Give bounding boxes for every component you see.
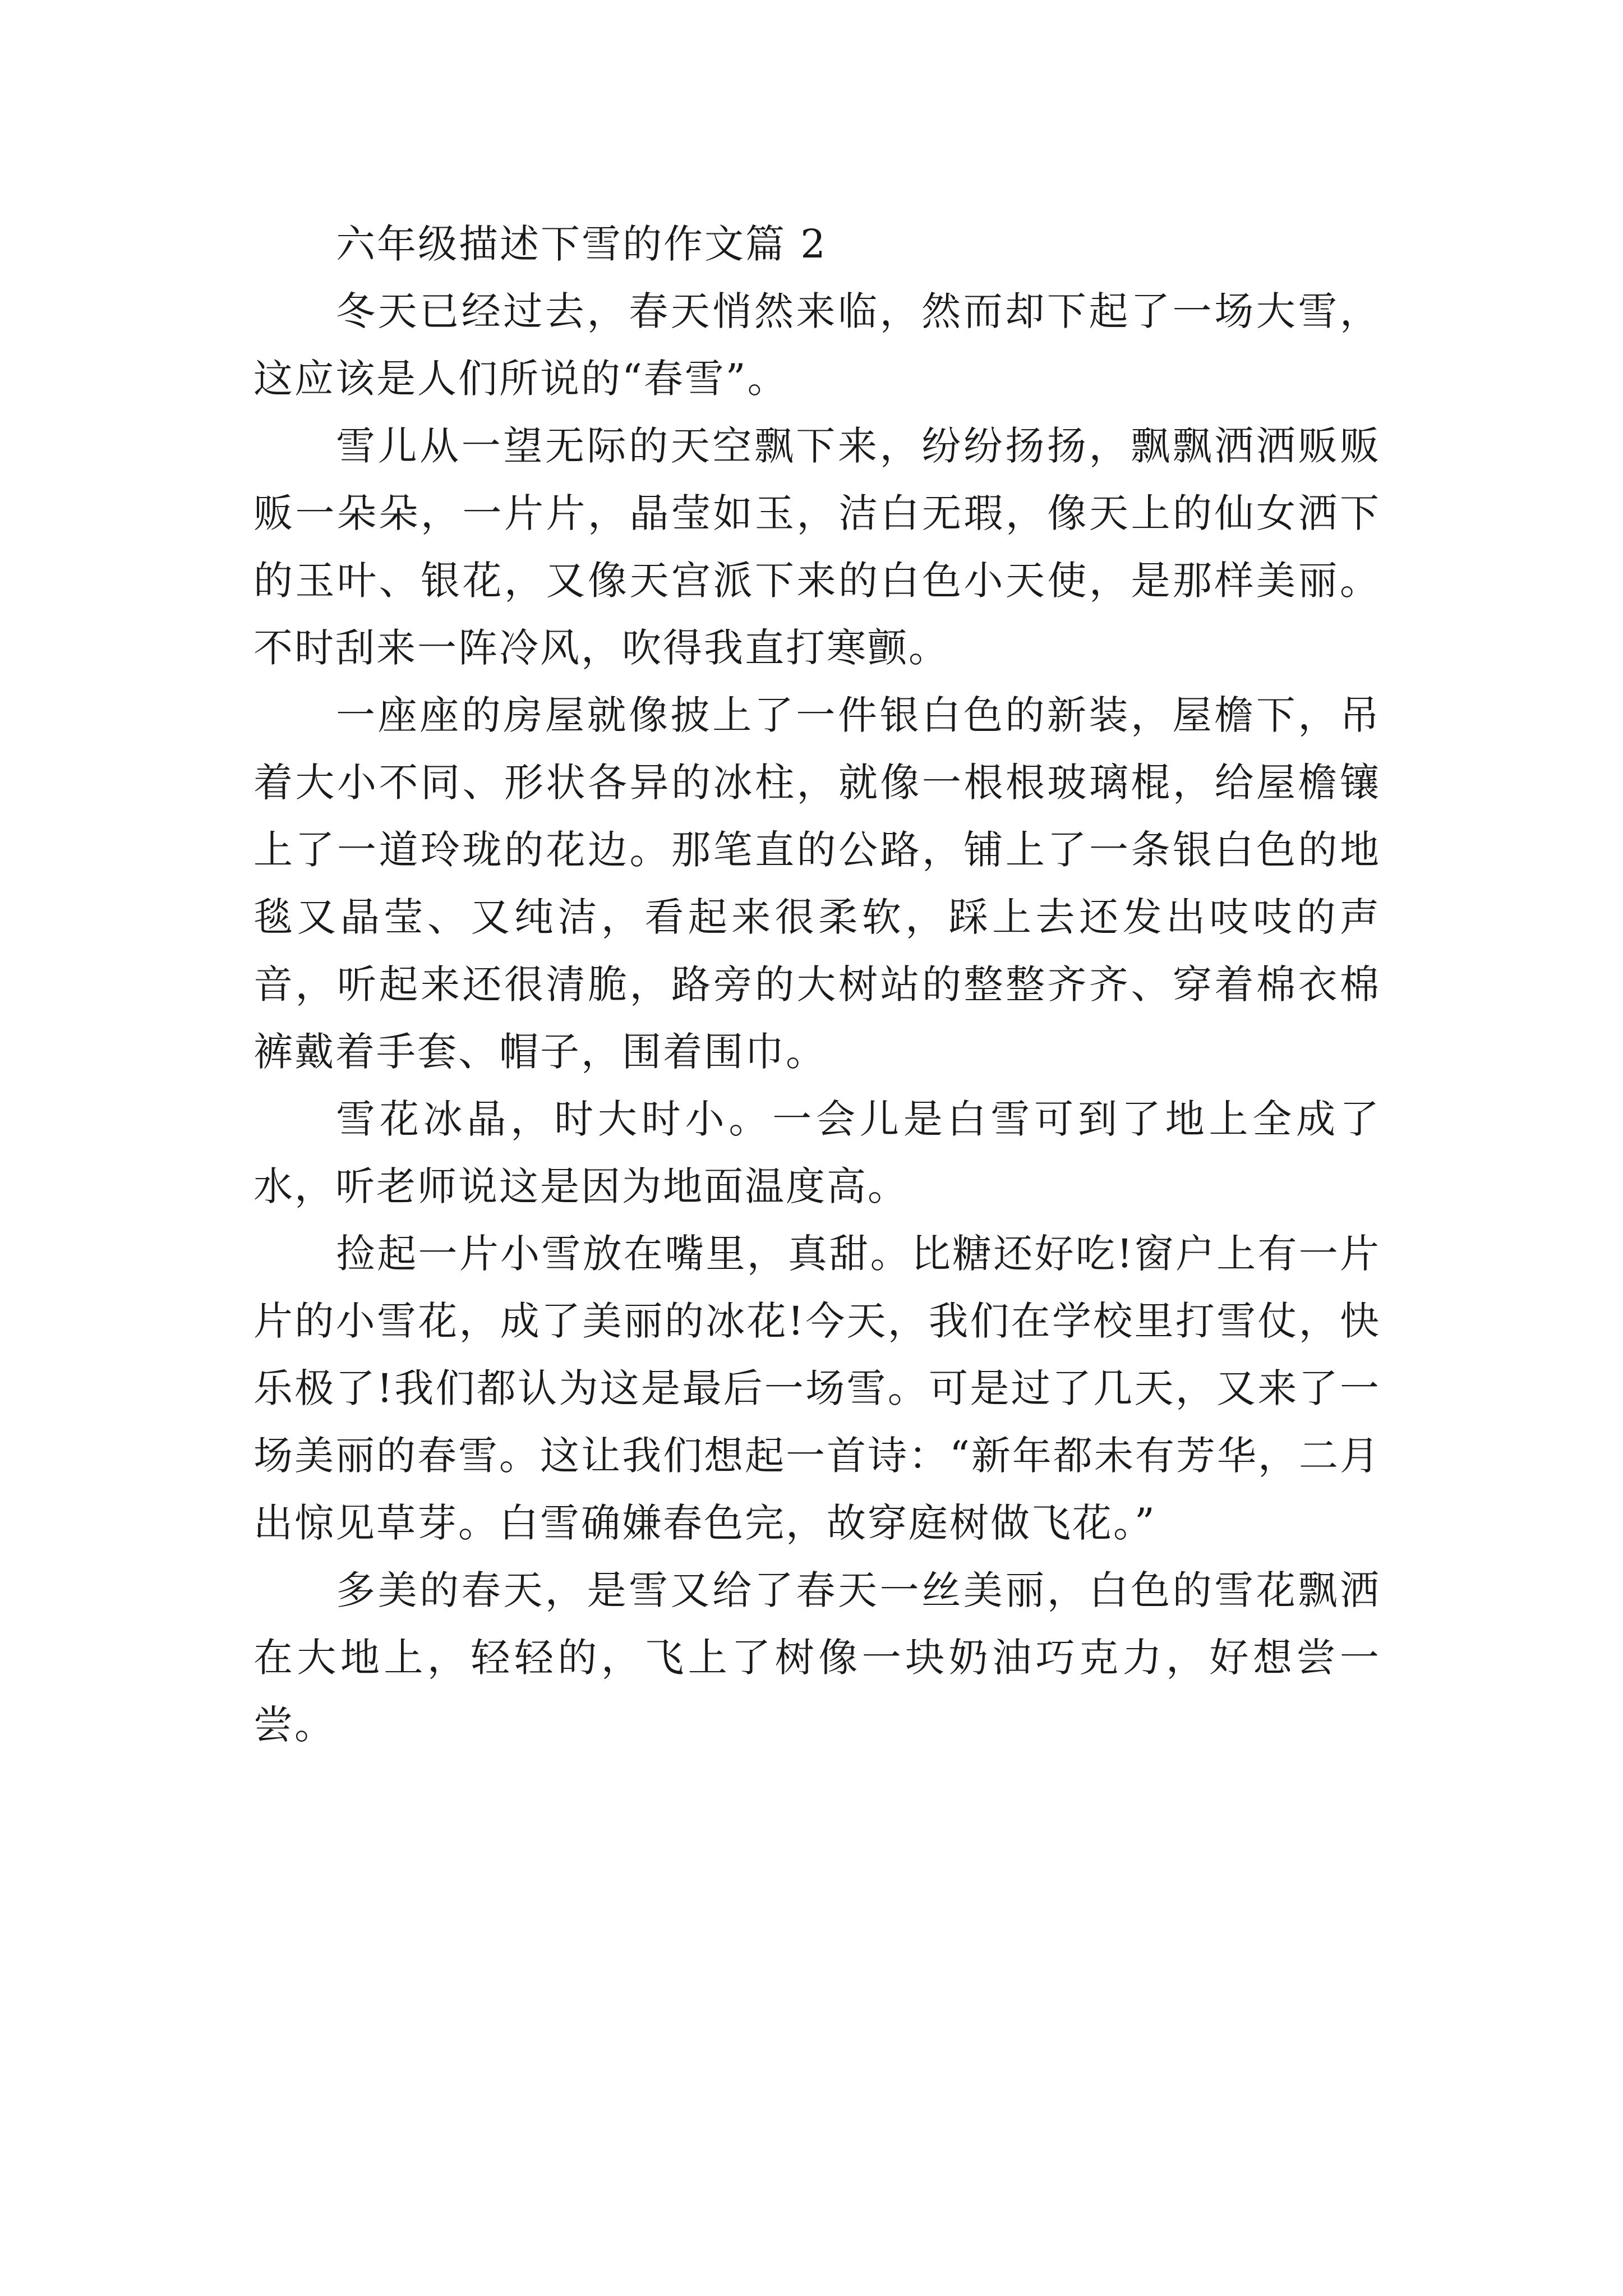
article-title: 六年级描述下雪的作文篇 2 (336, 221, 827, 267)
article-body (253, 210, 1381, 1759)
paragraph-5: 捡起一片小雪放在嘴里，真甜。比糖还好吃!窗户上有一片片的小雪花，成了美丽的冰花!今天，我们在学校里打雪仗，快乐极了!我们都认为这是最后一场雪。可是过了几天，又来了一场美丽的春雪。这让我们想起一首诗：“新年都未有芳华，二月出惊见草芽。白雪确嫌春色完，故穿庭树做飞花。” (253, 1231, 1381, 1546)
paragraph-4: 雪花冰晶，时大时小。一会儿是白雪可到了地上全成了水，听老师说这是因为地面温度高。 (253, 1096, 1381, 1209)
paragraph-3: 一座座的房屋就像披上了一件银白色的新装，屋檐下，吊着大小不同、形状各异的冰柱，就像一根根玻璃棍，给屋檐镶上了一道玲珑的花边。那笔直的公路，铺上了一条银白色的地毯又晶莹、又纯洁，看起来很柔软，踩上去还发出吱吱的声音，听起来还很清脆，路旁的大树站的整整齐齐、穿着棉衣棉裤戴着手套、帽子，围着围巾。 (253, 692, 1381, 1075)
paragraph-2: 雪儿从一望无际的天空飘下来，纷纷扬扬，飘飘洒洒贩贩贩一朵朵，一片片，晶莹如玉，洁白无瑕，像天上的仙女洒下的玉叶、银花，又像天宫派下来的白色小天使，是那样美丽。不时刮来一阵冷风，吹得我直打寒颤。 (253, 423, 1381, 671)
paragraph-1: 冬天已经过去，春天悄然来临，然而却下起了一场大雪，这应该是人们所说的“春雪”。 (253, 288, 1381, 402)
paragraph-6: 多美的春天，是雪又给了春天一丝美丽，白色的雪花飘洒在大地上，轻轻的，飞上了树像一块奶油巧克力，好想尝一尝。 (253, 1567, 1381, 1748)
